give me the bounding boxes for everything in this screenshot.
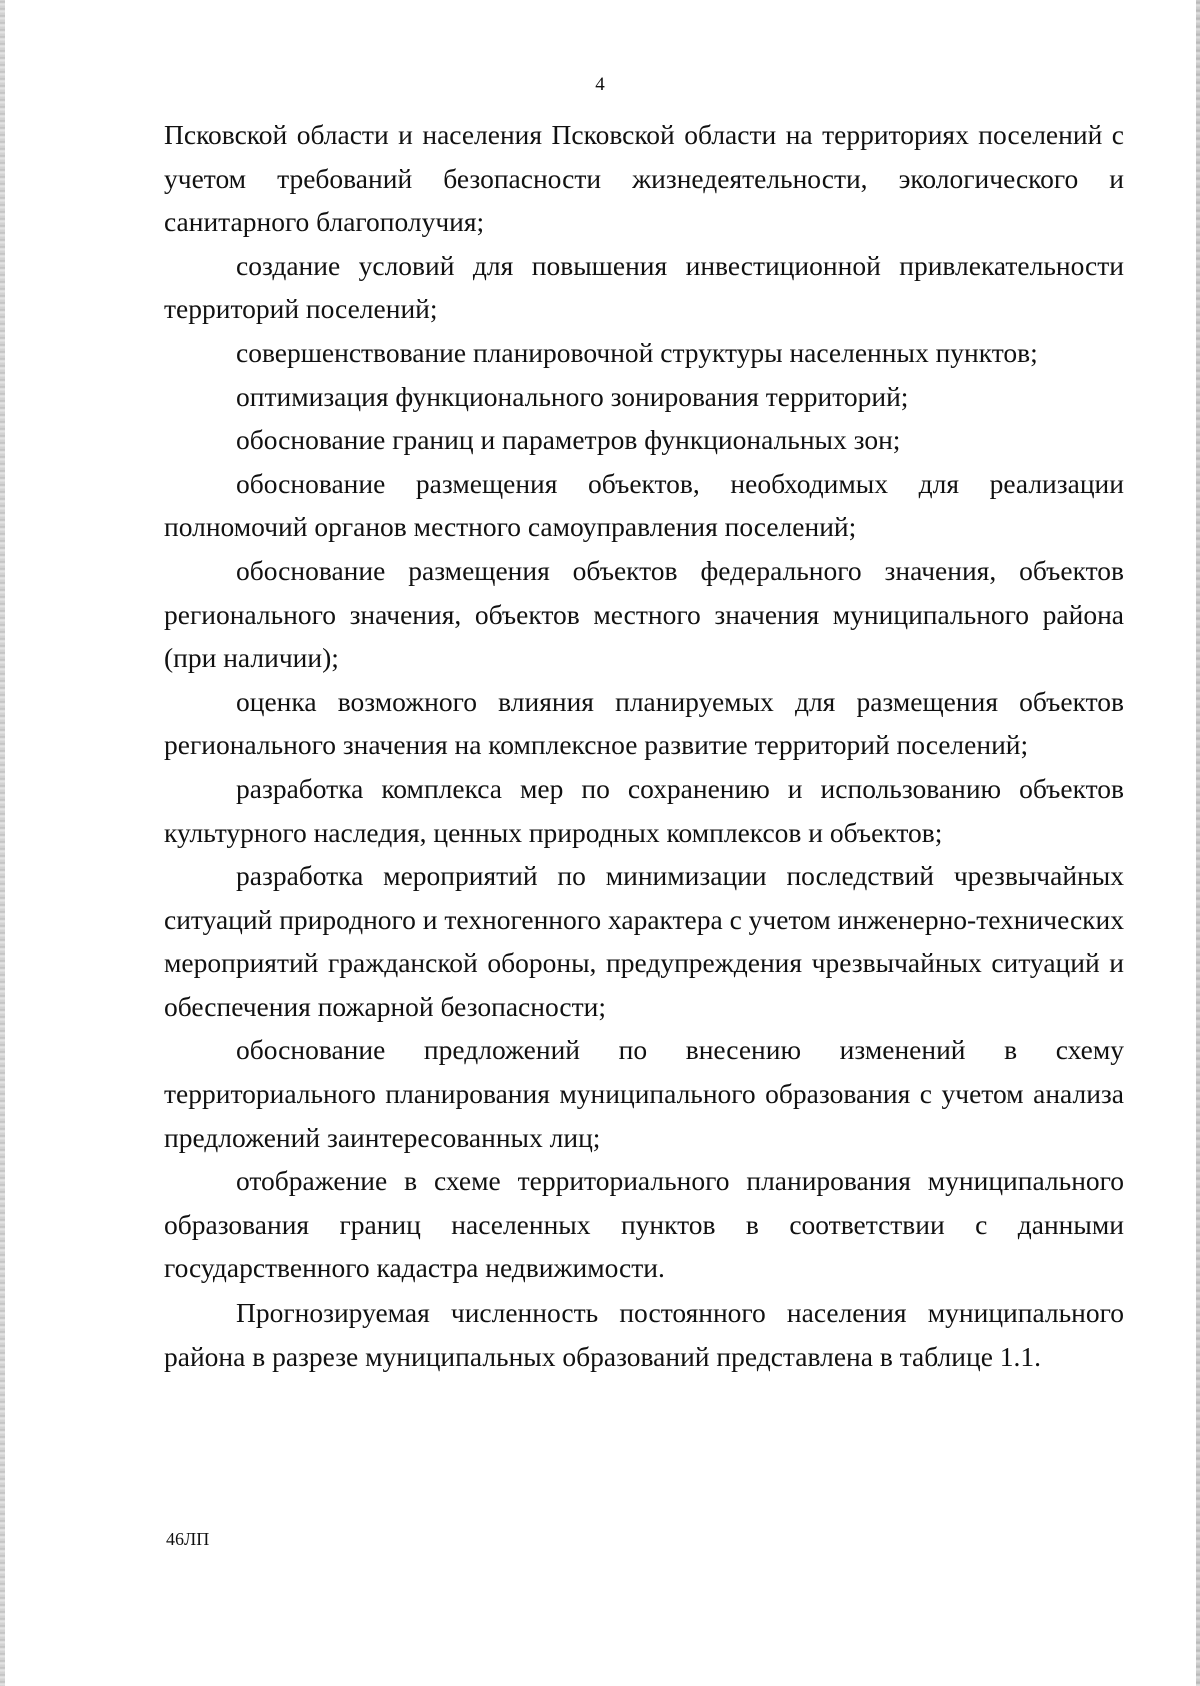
paragraph: разработка мероприятий по минимизации последствий чрезвычайных ситуаций природного и техногенного характера с учетом инженерно-технических мероприятий гражданской обороны, предупреждения чрезвычайных ситуаций и обеспечения пожарной безопасности; [164,860,1124,1022]
scan-edge-left [0,0,5,1686]
page-number: 4 [595,74,605,95]
paragraph: Псковской области и населения Псковской области на территориях поселений с учетом требований безопасности жизнедеятельности, экологического и санитарного благополучия; [164,119,1124,238]
paragraph: создание условий для повышения инвестиционной привлекательности территорий поселений; [164,249,1124,325]
paragraph: разработка комплекса мер по сохранению и использованию объектов культурного наследия, ценных природных комплексов и объектов; [164,772,1124,848]
footer-document-code: 46ЛП [166,1529,210,1549]
paragraph: обоснование размещения объектов, необходимых для реализации полномочий органов местного самоуправления поселений; [164,467,1124,543]
paragraph: Прогнозируемая численность постоянного населения муниципального района в разрезе муниципальных образований представлена в таблице 1.1. [164,1297,1124,1372]
paragraph: отображение в схеме территориального планирования муниципального образования границ населенных пунктов в соответствии с данными государственного кадастра недвижимости. [164,1165,1124,1284]
paragraph: оптимизация функционального зонирования территорий; [236,380,909,412]
body-text [164,113,1124,1378]
paragraph: оценка возможного влияния планируемых для размещения объектов регионального значения на комплексное развитие территорий поселений; [164,685,1124,761]
paragraph: совершенствование планировочной структуры населенных пунктов; [236,336,1038,368]
paragraph: обоснование границ и параметров функциональных зон; [236,424,901,456]
paragraph: обоснование размещения объектов федерального значения, объектов регионального значения, объектов местного значения муниципального района (при наличии); [164,554,1124,674]
paragraph: обоснование предложений по внесению изменений в схему территориального планирования муниципального образования с учетом анализа предложений заинтересованных лиц; [164,1034,1124,1153]
scan-edge-right [1196,0,1200,1686]
